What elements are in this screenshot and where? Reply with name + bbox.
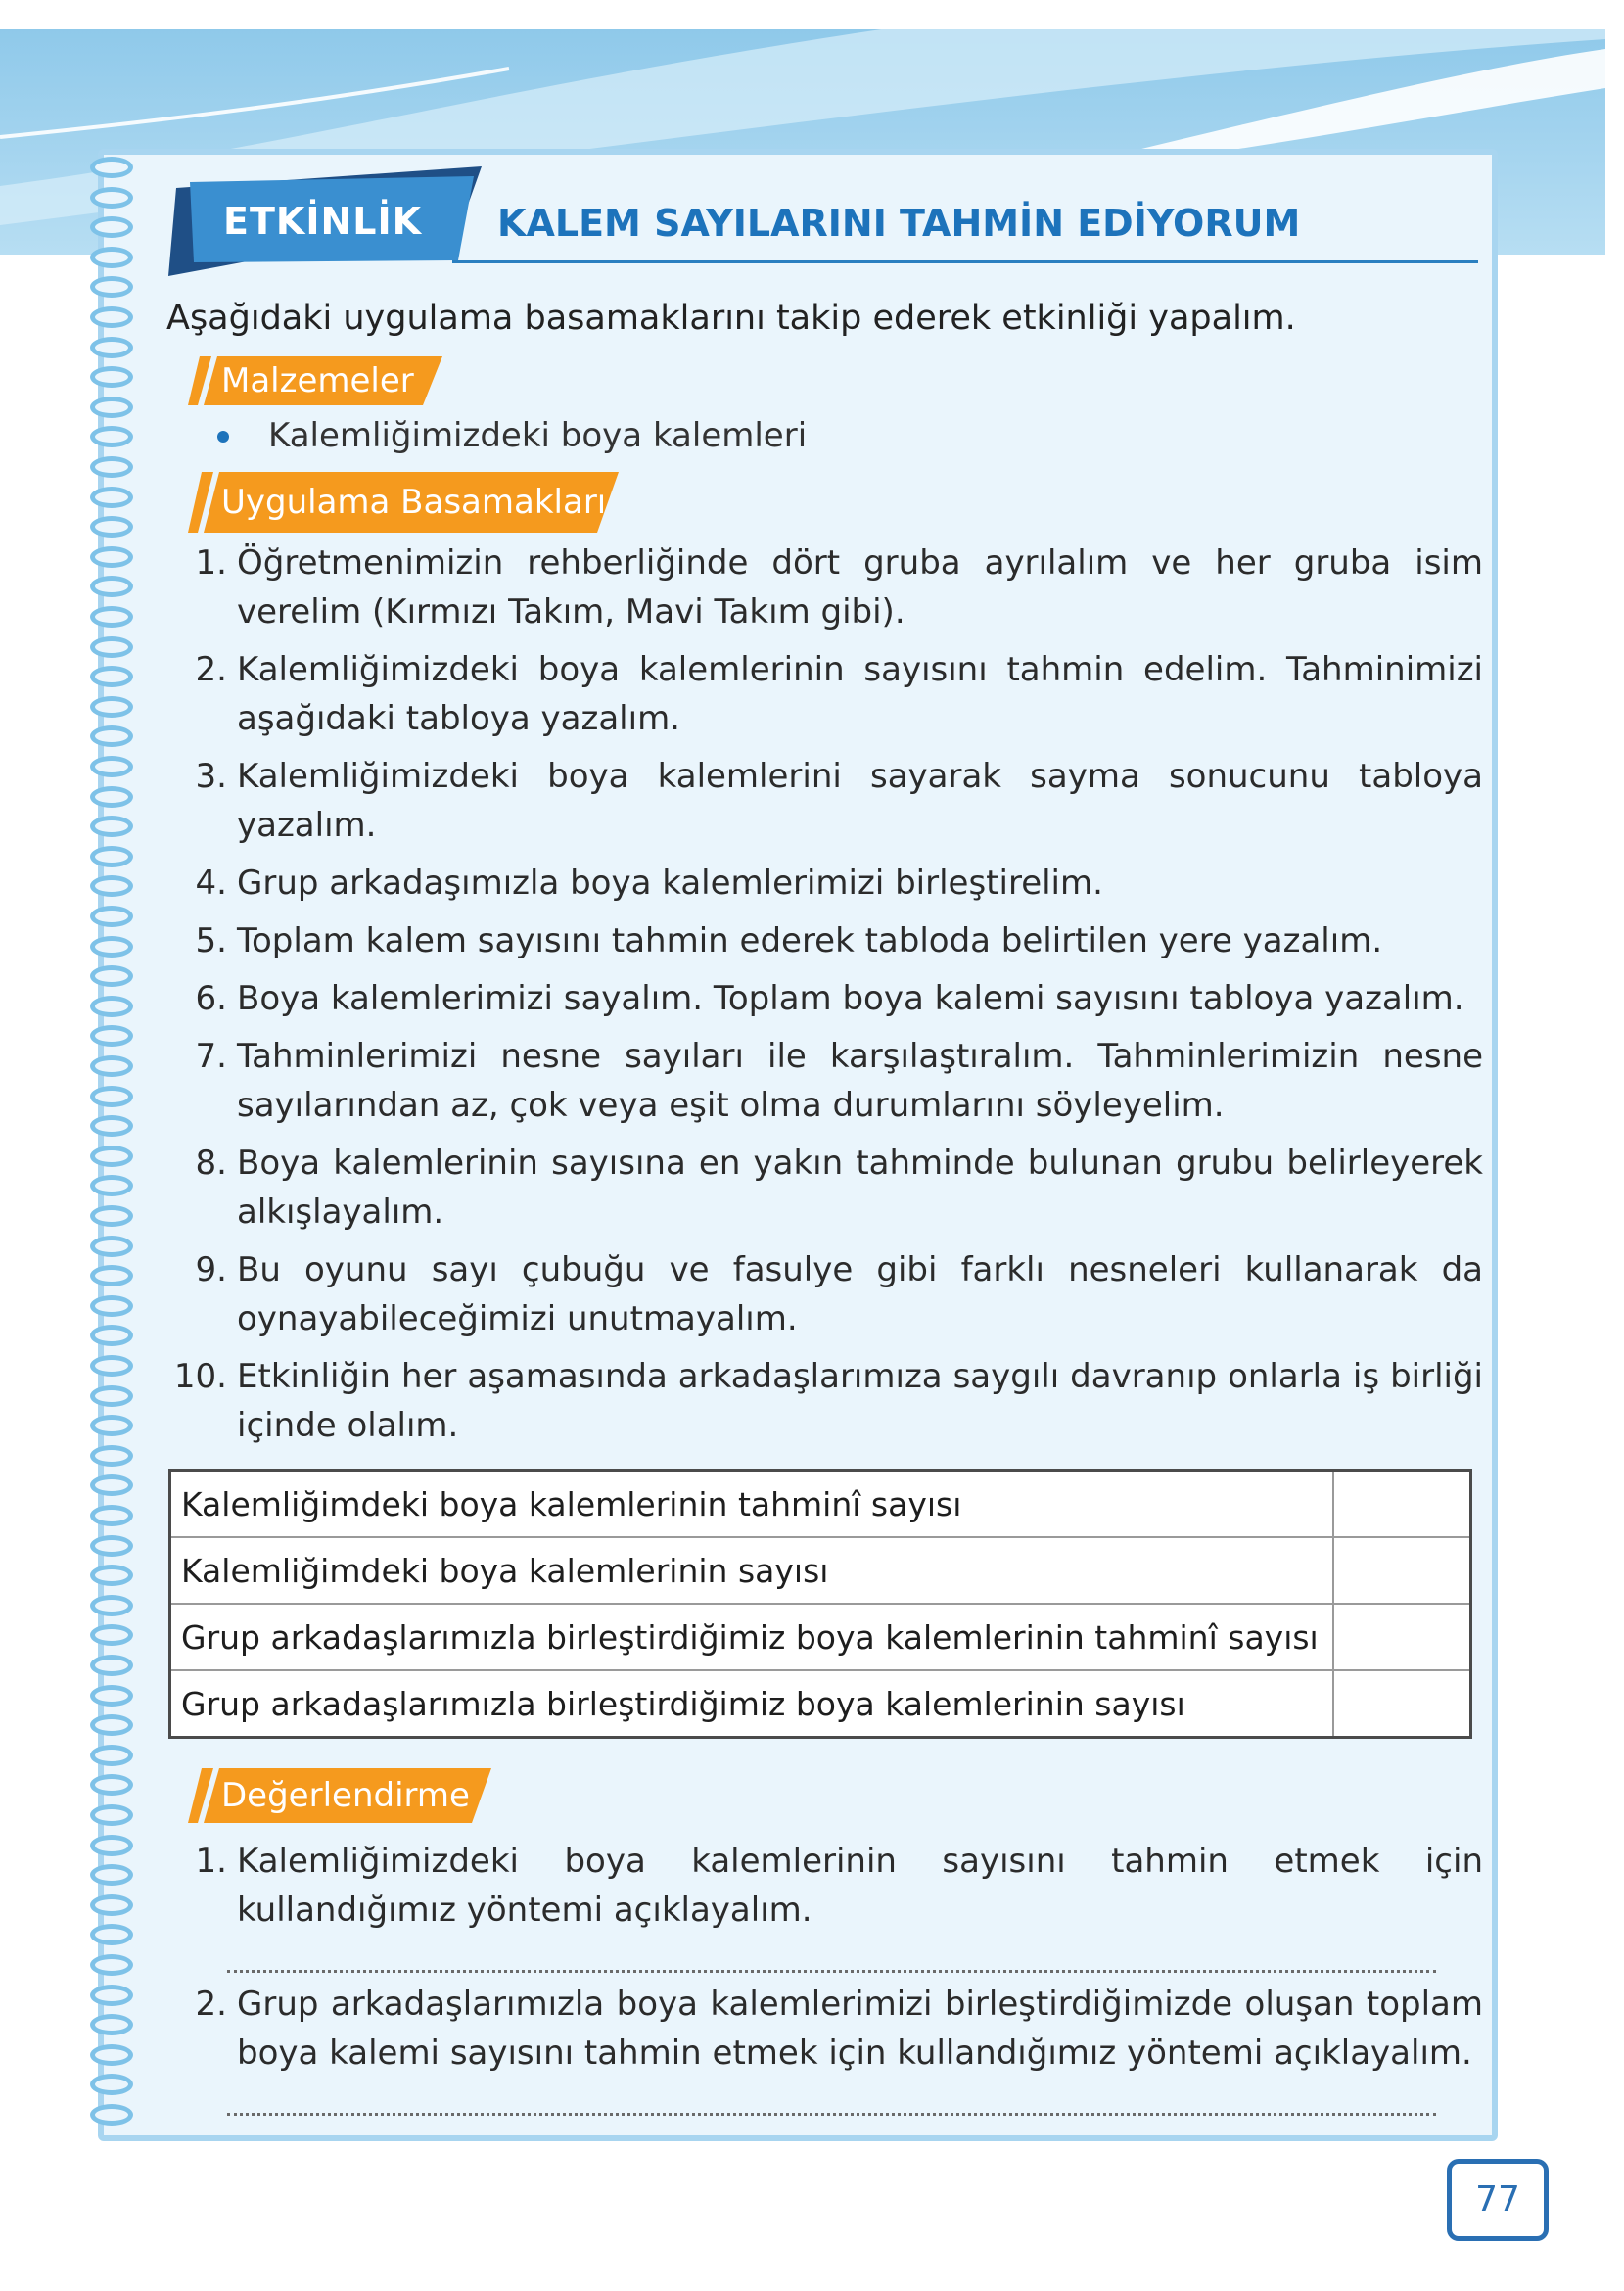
step-number: 8. — [195, 1144, 227, 1183]
spiral-ring — [90, 965, 133, 987]
step-text: Toplam kalem sayısını tahmin ederek tabloda belirtilen yere yazalım. — [237, 921, 1383, 960]
spiral-ring — [90, 636, 133, 658]
spiral-ring — [90, 1025, 133, 1047]
spiral-ring — [90, 1774, 133, 1796]
step-number: 9. — [195, 1250, 227, 1289]
table-row — [170, 1471, 1471, 1538]
etkinlik-label: ETKİNLİK — [223, 200, 423, 243]
spiral-ring — [90, 187, 133, 209]
step-item — [166, 1032, 1483, 1130]
spiral-ring — [90, 756, 133, 777]
spiral-ring — [90, 1714, 133, 1736]
materials-heading: Malzemeler — [221, 361, 414, 400]
step-text: Boya kalemlerimizi sayalım. Toplam boya kalemi sayısını tabloya yazalım. — [237, 979, 1464, 1018]
evaluation-number: 1. — [195, 1842, 227, 1881]
spiral-ring — [90, 1175, 133, 1196]
step-text: Bu oyunu sayı çubuğu ve fasulye gibi farklı nesneleri kullanarak da oynayabileceğimizi unutmayalım. — [237, 1250, 1483, 1338]
evaluation-item — [166, 1980, 1483, 2078]
materials-heading-tag — [188, 356, 442, 405]
spiral-ring — [90, 397, 133, 418]
page-number-box — [1447, 2159, 1549, 2241]
spiral-ring — [90, 516, 133, 538]
spiral-ring — [90, 1295, 133, 1317]
spiral-ring — [90, 546, 133, 568]
materials-item — [217, 411, 1000, 460]
table-row — [170, 1604, 1471, 1670]
evaluation-item — [166, 1837, 1483, 1935]
step-text: Öğretmenimizin rehberliğinde dört gruba ayrılalım ve her gruba isim verelim (Kırmızı Takım, Mavi Takım gibi). — [237, 543, 1483, 631]
title-underline — [452, 260, 1478, 263]
spiral-ring — [90, 1325, 133, 1346]
step-item — [166, 916, 1483, 965]
spiral-ring — [90, 366, 133, 388]
spiral-ring — [90, 2104, 133, 2126]
spiral-ring — [90, 426, 133, 447]
spiral-ring — [90, 306, 133, 328]
spiral-ring — [90, 996, 133, 1017]
table-row-label: Grup arkadaşlarımızla birleştirdiğimiz boya kalemlerinin sayısı — [170, 1670, 1334, 1738]
spiral-ring — [90, 1385, 133, 1407]
step-number: 1. — [195, 543, 227, 583]
steps-heading-tag — [188, 472, 619, 533]
spiral-ring — [90, 1146, 133, 1167]
steps-list — [166, 538, 1483, 1459]
spiral-ring — [90, 1655, 133, 1676]
evaluation-heading: Değerlendirme — [221, 1776, 470, 1815]
table-row-label: Grup arkadaşlarımızla birleştirdiğimiz boya kalemlerinin tahminî sayısı — [170, 1604, 1334, 1670]
spiral-ring — [90, 337, 133, 358]
notebook-spiral — [90, 157, 149, 2144]
spiral-ring — [90, 1535, 133, 1557]
spiral-ring — [90, 906, 133, 927]
step-text: Tahminlerimizi nesne sayıları ile karşılaştıralım. Tahminlerimizin nesne sayılarından az, çok veya eşit olma durumlarını söyleyelim. — [237, 1037, 1483, 1125]
bullet-icon — [217, 431, 229, 443]
spiral-ring — [90, 1055, 133, 1077]
evaluation-text: Kalemliğimizdeki boya kalemlerinin sayısını tahmin etmek için kullandığımız yöntemi açıklayalım. — [237, 1842, 1483, 1930]
spiral-ring — [90, 1624, 133, 1646]
answer-cell[interactable] — [1333, 1537, 1471, 1604]
estimate-table — [168, 1469, 1472, 1739]
spiral-ring — [90, 696, 133, 718]
page-title: KALEM SAYILARINI TAHMİN EDİYORUM — [497, 202, 1301, 245]
spiral-ring — [90, 1595, 133, 1616]
evaluation-number: 2. — [195, 1985, 227, 2024]
spiral-ring — [90, 1745, 133, 1766]
step-item — [166, 538, 1483, 636]
evaluation-text: Grup arkadaşlarımızla boya kalemlerimizi birleştirdiğimizde oluşan toplam boya kalemi sayısını tahmin etmek için kullandığımız yöntemi açıklayalım. — [237, 1985, 1483, 2073]
step-text: Kalemliğimizdeki boya kalemlerini sayarak sayma sonucunu tabloya yazalım. — [237, 757, 1483, 845]
spiral-ring — [90, 276, 133, 298]
table-row-label: Kalemliğimdeki boya kalemlerinin sayısı — [170, 1537, 1334, 1604]
step-item — [166, 974, 1483, 1023]
spiral-ring — [90, 846, 133, 867]
step-item — [166, 1139, 1483, 1237]
spiral-ring — [90, 1415, 133, 1436]
table-row — [170, 1537, 1471, 1604]
spiral-ring — [90, 247, 133, 268]
spiral-ring — [90, 1565, 133, 1586]
spiral-ring — [90, 1236, 133, 1257]
spiral-ring — [90, 1804, 133, 1826]
spiral-ring — [90, 875, 133, 897]
spiral-ring — [90, 1474, 133, 1496]
step-number: 5. — [195, 921, 227, 960]
spiral-ring — [90, 1685, 133, 1707]
step-number: 3. — [195, 757, 227, 796]
spiral-ring — [90, 1894, 133, 1916]
step-text: Kalemliğimizdeki boya kalemlerinin sayısını tahmin edelim. Tahminimizi aşağıdaki tabloya yazalım. — [237, 650, 1483, 738]
step-item — [166, 1245, 1483, 1343]
step-item — [166, 859, 1483, 908]
spiral-ring — [90, 1505, 133, 1526]
spiral-ring — [90, 576, 133, 597]
step-number: 10. — [173, 1357, 227, 1396]
step-item — [166, 645, 1483, 743]
answer-cell[interactable] — [1333, 1670, 1471, 1738]
spiral-ring — [90, 1115, 133, 1137]
spiral-ring — [90, 1954, 133, 1976]
spiral-ring — [90, 2044, 133, 2066]
spiral-ring — [90, 816, 133, 837]
steps-heading: Uygulama Basamakları — [221, 483, 607, 522]
page-number: 77 — [1475, 2179, 1520, 2220]
answer-line[interactable] — [227, 1970, 1436, 1973]
spiral-ring — [90, 1924, 133, 1945]
spiral-ring — [90, 666, 133, 687]
step-number: 2. — [195, 650, 227, 689]
step-text: Boya kalemlerinin sayısına en yakın tahminde bulunan grubu belirleyerek alkışlayalım. — [237, 1144, 1483, 1232]
spiral-ring — [90, 2074, 133, 2095]
step-text: Etkinliğin her aşamasında arkadaşlarımıza saygılı davranıp onlarla iş birliği içinde olalım. — [237, 1357, 1483, 1445]
answer-cell[interactable] — [1333, 1471, 1471, 1538]
intro-text: Aşağıdaki uygulama basamaklarını takip ederek etkinliği yapalım. — [166, 299, 1296, 338]
spiral-ring — [90, 1864, 133, 1886]
step-number: 4. — [195, 864, 227, 903]
step-number: 6. — [195, 979, 227, 1018]
spiral-ring — [90, 786, 133, 808]
spiral-ring — [90, 1086, 133, 1107]
spiral-ring — [90, 1205, 133, 1227]
spiral-ring — [90, 606, 133, 628]
spiral-ring — [90, 1265, 133, 1286]
step-item — [166, 1352, 1483, 1450]
step-item — [166, 752, 1483, 850]
spiral-ring — [90, 936, 133, 958]
spiral-ring — [90, 2014, 133, 2035]
spiral-ring — [90, 216, 133, 238]
materials-item-text: Kalemliğimizdeki boya kalemleri — [268, 416, 808, 455]
spiral-ring — [90, 1985, 133, 2006]
spiral-ring — [90, 487, 133, 508]
spiral-ring — [90, 456, 133, 478]
spiral-ring — [90, 157, 133, 178]
step-text: Grup arkadaşımızla boya kalemlerimizi birleştirelim. — [237, 864, 1103, 903]
answer-line[interactable] — [227, 2113, 1436, 2116]
spiral-ring — [90, 1445, 133, 1467]
table-row — [170, 1670, 1471, 1738]
table-row-label: Kalemliğimdeki boya kalemlerinin tahminî sayısı — [170, 1471, 1334, 1538]
answer-cell[interactable] — [1333, 1604, 1471, 1670]
evaluation-heading-tag — [188, 1768, 491, 1823]
step-number: 7. — [195, 1037, 227, 1076]
spiral-ring — [90, 725, 133, 747]
spiral-ring — [90, 1835, 133, 1856]
spiral-ring — [90, 1355, 133, 1377]
